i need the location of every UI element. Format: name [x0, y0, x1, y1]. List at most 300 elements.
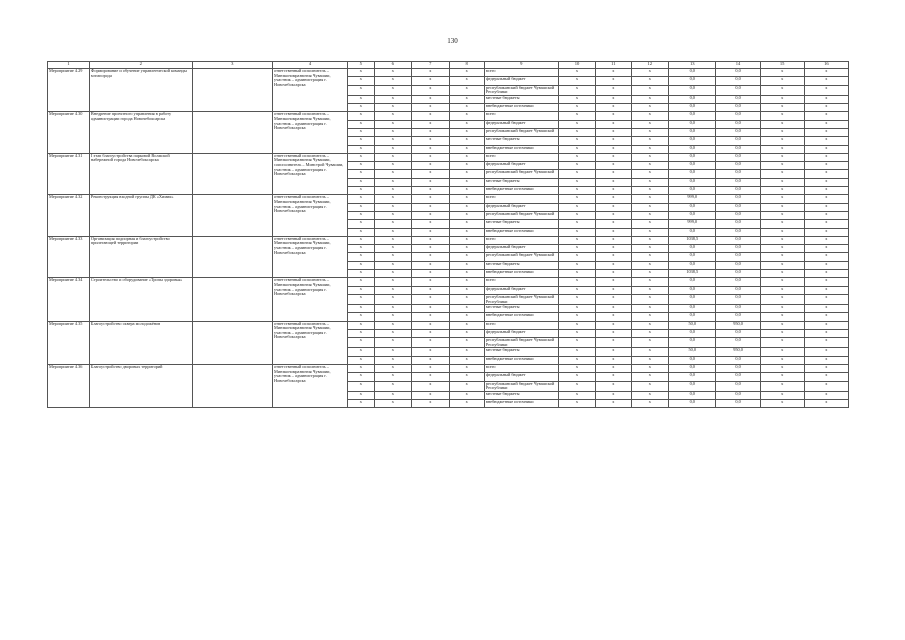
value-cell: х	[412, 286, 450, 294]
value-cell: х	[631, 329, 669, 337]
value-cell: х	[558, 203, 596, 211]
value-cell: х	[804, 356, 848, 364]
value-cell: х	[412, 104, 450, 112]
empty-cell	[192, 153, 273, 194]
empty-cell	[192, 236, 273, 277]
value-cell: х	[804, 365, 848, 373]
value-cell: х	[760, 120, 804, 128]
value-cell: х	[760, 356, 804, 364]
value-cell: х	[348, 278, 374, 286]
value-cell: х	[631, 245, 669, 253]
header-cell: 14	[716, 62, 760, 69]
value-cell: 0,0	[716, 400, 760, 408]
value-cell: х	[596, 112, 631, 120]
value-cell: 0,0	[716, 187, 760, 195]
value-cell: х	[449, 170, 484, 178]
value-cell: х	[449, 391, 484, 399]
funding-source: всего	[484, 69, 558, 77]
funding-source: республиканский бюджет Чувашской Республики	[484, 294, 558, 304]
value-cell: х	[558, 338, 596, 348]
value-cell: х	[449, 104, 484, 112]
value-cell: х	[631, 69, 669, 77]
value-cell: х	[760, 338, 804, 348]
value-cell: х	[449, 128, 484, 136]
value-cell: х	[596, 203, 631, 211]
value-cell: х	[596, 178, 631, 186]
value-cell: 0,0	[716, 228, 760, 236]
funding-source: всего	[484, 236, 558, 244]
value-cell: х	[412, 373, 450, 381]
value-cell: х	[374, 253, 412, 261]
value-cell: х	[804, 294, 848, 304]
value-cell: х	[804, 329, 848, 337]
value-cell: х	[631, 137, 669, 145]
value-cell: 0,0	[716, 170, 760, 178]
value-cell: х	[348, 104, 374, 112]
value-cell: х	[374, 286, 412, 294]
value-cell: 1038,5	[669, 236, 716, 244]
value-cell: х	[804, 373, 848, 381]
value-cell: х	[449, 278, 484, 286]
value-cell: х	[596, 69, 631, 77]
value-cell: х	[558, 321, 596, 329]
value-cell: 0,0	[716, 245, 760, 253]
value-cell: х	[374, 187, 412, 195]
value-cell: х	[374, 329, 412, 337]
value-cell: х	[760, 373, 804, 381]
value-cell: х	[760, 400, 804, 408]
value-cell: х	[412, 321, 450, 329]
funding-source: республиканский бюджет Чувашской	[484, 170, 558, 178]
funding-source: внебюджетные источники	[484, 356, 558, 364]
value-cell: 0,0	[716, 261, 760, 269]
header-row	[48, 62, 849, 69]
value-cell: х	[348, 400, 374, 408]
value-cell: х	[412, 187, 450, 195]
funding-source: местные бюджеты	[484, 137, 558, 145]
empty-cell	[192, 321, 273, 364]
value-cell: 0,0	[716, 329, 760, 337]
value-cell: 0,0	[669, 286, 716, 294]
value-cell: х	[631, 162, 669, 170]
value-cell: х	[412, 69, 450, 77]
value-cell: х	[631, 400, 669, 408]
value-cell: х	[558, 195, 596, 203]
value-cell: х	[412, 203, 450, 211]
value-cell: х	[412, 294, 450, 304]
value-cell: х	[348, 145, 374, 153]
value-cell: х	[631, 391, 669, 399]
value-cell: х	[596, 162, 631, 170]
value-cell: х	[374, 69, 412, 77]
value-cell: 0,0	[669, 77, 716, 85]
value-cell: х	[804, 391, 848, 399]
value-cell: 950,0	[716, 348, 760, 356]
value-cell: х	[558, 69, 596, 77]
funding-source: внебюджетные источники	[484, 228, 558, 236]
value-cell: 0,0	[669, 137, 716, 145]
funding-source: местные бюджеты	[484, 348, 558, 356]
value-cell: х	[760, 153, 804, 161]
value-cell: х	[558, 153, 596, 161]
value-cell: х	[348, 69, 374, 77]
value-cell: х	[348, 391, 374, 399]
value-cell: 0,0	[716, 120, 760, 128]
value-cell: х	[558, 245, 596, 253]
value-cell: 0,0	[716, 381, 760, 391]
value-cell: х	[558, 145, 596, 153]
value-cell: 0,0	[716, 270, 760, 278]
value-cell: х	[348, 245, 374, 253]
activity-code: Мероприятие 4.30	[48, 112, 90, 153]
value-cell: х	[348, 211, 374, 219]
value-cell: х	[374, 391, 412, 399]
value-cell: 0,0	[669, 104, 716, 112]
value-cell: х	[348, 153, 374, 161]
value-cell: 0,0	[669, 145, 716, 153]
value-cell: х	[348, 286, 374, 294]
value-cell: х	[760, 286, 804, 294]
value-cell: х	[596, 211, 631, 219]
value-cell: 0,0	[716, 162, 760, 170]
value-cell: х	[558, 270, 596, 278]
value-cell: 0,0	[716, 153, 760, 161]
value-cell: х	[631, 321, 669, 329]
value-cell: 0,0	[716, 195, 760, 203]
funding-source: местные бюджеты	[484, 391, 558, 399]
empty-cell	[192, 69, 273, 112]
value-cell: х	[412, 195, 450, 203]
value-cell: х	[760, 203, 804, 211]
value-cell: 0,0	[669, 381, 716, 391]
value-cell: х	[449, 356, 484, 364]
value-cell: х	[412, 220, 450, 228]
activity-name: Благоустройство дворовых территорий	[89, 365, 192, 408]
value-cell: 0,0	[669, 153, 716, 161]
header-cell: 11	[596, 62, 631, 69]
responsible-executor: ответственный исполнитель – Минэкономразвития Чувашии, участник – администрация г. Новочебоксарска	[273, 195, 348, 236]
value-cell: х	[374, 400, 412, 408]
value-cell: х	[374, 245, 412, 253]
value-cell: х	[374, 365, 412, 373]
funding-source: федеральный бюджет	[484, 162, 558, 170]
value-cell: х	[631, 120, 669, 128]
value-cell: х	[374, 270, 412, 278]
value-cell: х	[348, 261, 374, 269]
value-cell: х	[804, 145, 848, 153]
value-cell: х	[596, 381, 631, 391]
value-cell: х	[374, 137, 412, 145]
value-cell: х	[449, 85, 484, 95]
value-cell: х	[348, 187, 374, 195]
value-cell: х	[374, 236, 412, 244]
value-cell: х	[804, 321, 848, 329]
activity-code: Мероприятие 4.32	[48, 195, 90, 236]
value-cell: х	[348, 220, 374, 228]
value-cell: х	[348, 365, 374, 373]
header-cell: 12	[631, 62, 669, 69]
value-cell: х	[596, 245, 631, 253]
value-cell: х	[596, 261, 631, 269]
value-cell: х	[449, 321, 484, 329]
value-cell: 0,0	[669, 400, 716, 408]
value-cell: 0,0	[669, 187, 716, 195]
value-cell: 0,0	[716, 203, 760, 211]
value-cell: х	[449, 270, 484, 278]
activity-name: Благоустройство сквера молодожёнов	[89, 321, 192, 364]
value-cell: х	[348, 381, 374, 391]
value-cell: х	[449, 305, 484, 313]
value-cell: х	[412, 211, 450, 219]
value-cell: х	[631, 253, 669, 261]
value-cell: х	[631, 278, 669, 286]
funding-source: местные бюджеты	[484, 178, 558, 186]
value-cell: х	[804, 162, 848, 170]
value-cell: х	[374, 77, 412, 85]
table-row	[48, 365, 849, 373]
value-cell: х	[412, 356, 450, 364]
value-cell: х	[374, 373, 412, 381]
value-cell: х	[449, 365, 484, 373]
value-cell: 0,0	[669, 253, 716, 261]
funding-source: всего	[484, 365, 558, 373]
value-cell: х	[760, 77, 804, 85]
value-cell: х	[631, 261, 669, 269]
table-row	[48, 236, 849, 244]
value-cell: х	[412, 400, 450, 408]
value-cell: х	[804, 228, 848, 236]
funding-source: внебюджетные источники	[484, 270, 558, 278]
value-cell: х	[558, 112, 596, 120]
value-cell: х	[596, 338, 631, 348]
value-cell: х	[449, 69, 484, 77]
table-body	[48, 62, 849, 408]
funding-source: федеральный бюджет	[484, 329, 558, 337]
value-cell: х	[804, 120, 848, 128]
value-cell: х	[558, 137, 596, 145]
value-cell: х	[348, 270, 374, 278]
value-cell: х	[374, 178, 412, 186]
value-cell: х	[449, 112, 484, 120]
value-cell: х	[760, 85, 804, 95]
value-cell: х	[596, 294, 631, 304]
value-cell: х	[760, 187, 804, 195]
value-cell: х	[596, 400, 631, 408]
value-cell: х	[631, 85, 669, 95]
value-cell: х	[348, 95, 374, 103]
value-cell: х	[449, 211, 484, 219]
value-cell: 50,0	[669, 321, 716, 329]
table-row	[48, 321, 849, 329]
value-cell: х	[558, 261, 596, 269]
value-cell: 0,0	[669, 69, 716, 77]
value-cell: х	[558, 356, 596, 364]
value-cell: х	[412, 338, 450, 348]
value-cell: х	[558, 85, 596, 95]
header-cell: 4	[273, 62, 348, 69]
value-cell: 0,0	[716, 145, 760, 153]
value-cell: 0,0	[716, 373, 760, 381]
value-cell: х	[558, 400, 596, 408]
value-cell: х	[374, 162, 412, 170]
value-cell: 0,0	[669, 85, 716, 95]
value-cell: 999,0	[669, 220, 716, 228]
value-cell: х	[804, 112, 848, 120]
value-cell: 0,0	[669, 305, 716, 313]
value-cell: х	[760, 170, 804, 178]
value-cell: х	[804, 261, 848, 269]
header-cell: 5	[348, 62, 374, 69]
value-cell: х	[760, 137, 804, 145]
value-cell: 0,0	[716, 77, 760, 85]
header-cell: 2	[89, 62, 192, 69]
header-cell: 16	[804, 62, 848, 69]
header-cell: 7	[412, 62, 450, 69]
value-cell: 0,0	[716, 128, 760, 136]
value-cell: х	[374, 85, 412, 95]
responsible-executor: ответственный исполнитель – Минэкономразвития Чувашии, участник – администрация г. Новочебоксарска	[273, 236, 348, 277]
value-cell: х	[631, 365, 669, 373]
value-cell: х	[596, 253, 631, 261]
value-cell: х	[412, 329, 450, 337]
value-cell: х	[760, 95, 804, 103]
value-cell: х	[449, 313, 484, 321]
value-cell: х	[631, 220, 669, 228]
value-cell: х	[631, 286, 669, 294]
value-cell: 0,0	[716, 104, 760, 112]
funding-source: республиканский бюджет Чувашской	[484, 128, 558, 136]
value-cell: х	[449, 203, 484, 211]
value-cell: х	[596, 321, 631, 329]
responsible-executor: ответственный исполнитель – Минэкономразвития Чувашии, участник – администрация г. Новочебоксарска	[273, 321, 348, 364]
value-cell: х	[374, 381, 412, 391]
activity-name: Строительство и оборудование «Тропы здоровья»	[89, 278, 192, 321]
value-cell: 0,0	[669, 373, 716, 381]
value-cell: 0,0	[669, 391, 716, 399]
value-cell: 0,0	[716, 69, 760, 77]
value-cell: х	[374, 278, 412, 286]
value-cell: х	[348, 348, 374, 356]
value-cell: х	[374, 120, 412, 128]
value-cell: 0,0	[669, 294, 716, 304]
activity-name: Внедрение проектного управления в работу администрации города Новочебоксарска	[89, 112, 192, 153]
value-cell: х	[804, 153, 848, 161]
header-cell: 3	[192, 62, 273, 69]
value-cell: х	[412, 236, 450, 244]
value-cell: х	[760, 348, 804, 356]
responsible-executor: ответственный исполнитель – Минэкономразвития Чувашии, участник – администрация г. Новочебоксарска	[273, 69, 348, 112]
value-cell: х	[558, 187, 596, 195]
value-cell: х	[348, 356, 374, 364]
value-cell: х	[558, 128, 596, 136]
value-cell: х	[412, 162, 450, 170]
funding-source: республиканский бюджет Чувашской	[484, 211, 558, 219]
value-cell: х	[558, 391, 596, 399]
funding-source: всего	[484, 195, 558, 203]
value-cell: х	[804, 203, 848, 211]
value-cell: х	[760, 211, 804, 219]
table-row	[48, 195, 849, 203]
value-cell: х	[804, 77, 848, 85]
activities-table	[47, 61, 849, 408]
value-cell: х	[374, 313, 412, 321]
value-cell: 0,0	[669, 228, 716, 236]
value-cell: х	[558, 162, 596, 170]
value-cell: 0,0	[716, 137, 760, 145]
value-cell: х	[804, 211, 848, 219]
value-cell: х	[374, 112, 412, 120]
value-cell: х	[348, 294, 374, 304]
header-cell: 1	[48, 62, 90, 69]
value-cell: х	[412, 270, 450, 278]
value-cell: х	[558, 365, 596, 373]
value-cell: х	[374, 356, 412, 364]
value-cell: х	[449, 145, 484, 153]
value-cell: х	[348, 228, 374, 236]
value-cell: 1038,5	[669, 270, 716, 278]
value-cell: х	[596, 145, 631, 153]
value-cell: х	[374, 195, 412, 203]
value-cell: х	[596, 195, 631, 203]
funding-source: всего	[484, 153, 558, 161]
value-cell: х	[449, 187, 484, 195]
responsible-executor: ответственный исполнитель – Минэкономразвития Чувашии, соисполнитель – Минстрой Чувашии, участник – администрация г. Новочебоксарска	[273, 153, 348, 194]
value-cell: х	[596, 120, 631, 128]
value-cell: х	[631, 203, 669, 211]
value-cell: х	[760, 270, 804, 278]
value-cell: х	[348, 329, 374, 337]
value-cell: х	[449, 178, 484, 186]
value-cell: х	[449, 195, 484, 203]
value-cell: х	[348, 178, 374, 186]
value-cell: х	[449, 228, 484, 236]
value-cell: х	[596, 104, 631, 112]
value-cell: х	[558, 373, 596, 381]
value-cell: 0,0	[716, 286, 760, 294]
empty-cell	[192, 278, 273, 321]
value-cell: х	[348, 203, 374, 211]
value-cell: х	[596, 187, 631, 195]
value-cell: х	[804, 187, 848, 195]
header-cell: 6	[374, 62, 412, 69]
value-cell: х	[804, 348, 848, 356]
value-cell: х	[348, 373, 374, 381]
value-cell: х	[412, 85, 450, 95]
value-cell: 0,0	[716, 338, 760, 348]
value-cell: х	[631, 228, 669, 236]
value-cell: х	[558, 220, 596, 228]
value-cell: х	[804, 104, 848, 112]
value-cell: х	[449, 120, 484, 128]
value-cell: х	[631, 104, 669, 112]
empty-cell	[192, 195, 273, 236]
value-cell: х	[760, 365, 804, 373]
header-cell: 10	[558, 62, 596, 69]
value-cell: х	[760, 321, 804, 329]
value-cell: х	[412, 365, 450, 373]
value-cell: х	[348, 170, 374, 178]
value-cell: х	[631, 153, 669, 161]
value-cell: 0,0	[716, 305, 760, 313]
value-cell: х	[374, 203, 412, 211]
value-cell: х	[449, 153, 484, 161]
empty-cell	[192, 112, 273, 153]
value-cell: х	[596, 313, 631, 321]
value-cell: х	[558, 120, 596, 128]
value-cell: х	[449, 329, 484, 337]
value-cell: х	[596, 270, 631, 278]
value-cell: х	[412, 77, 450, 85]
